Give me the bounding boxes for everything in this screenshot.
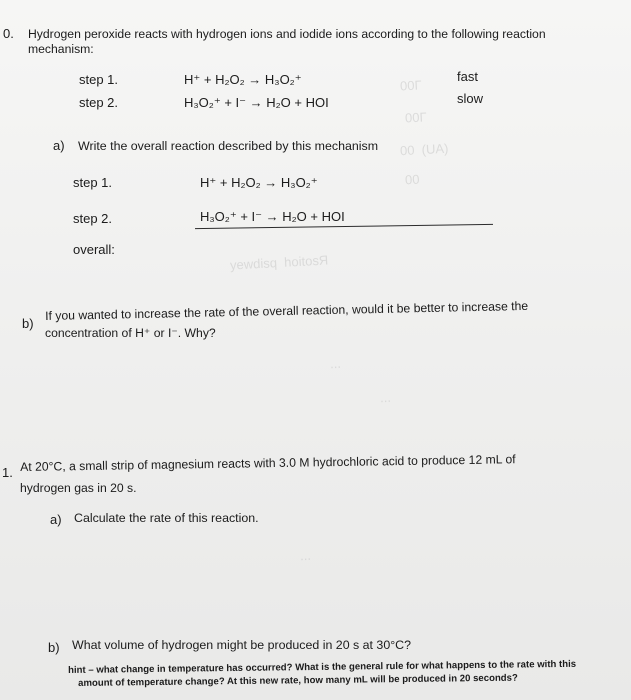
question-number: 0. [3,26,14,41]
question-text: Hydrogen peroxide reacts with hydrogen ions and iodide ions according to the following reaction [28,27,546,41]
show-through-text: 00 (UA) [399,140,449,159]
show-through-text: 00Г [399,77,422,94]
part-text: If you wanted to increase the rate of the overall reaction, would it be better to increase the [45,298,529,323]
show-through-text: ... [329,355,342,372]
part-text: concentration of H⁺ or I⁻. Why? [45,326,216,340]
part-label: a) [50,512,62,527]
mechanism-speed: fast [457,69,478,84]
mechanism-step-label: step 2. [79,95,119,110]
hint-text: hint – what change in temperature has occurred? What is the general rule for what happens to the rate with this [68,658,577,676]
question-number: 1. [2,465,13,480]
mechanism-step-label: step 1. [79,72,119,87]
hint-text: amount of temperature change? At this new rate, how many mL will be produced in 20 seconds? [78,672,518,689]
show-through-text: 00Г [404,109,427,126]
show-through-text: ... [299,547,312,564]
step-reaction: H⁺ + H₂O₂ → H₃O₂⁺ [200,175,318,190]
show-through-text: yewdisq hoitosЯ [229,252,329,273]
part-text: Calculate the rate of this reaction. [74,511,259,525]
show-through-text: ... [379,389,392,406]
part-label: b) [48,640,60,655]
question-text: mechanism: [28,42,94,56]
overall-label: overall: [73,242,115,257]
step-label: step 1. [73,175,113,190]
mechanism-reaction: H₃O₂⁺ + I⁻ → H₂O + HOI [184,95,329,110]
show-through-text: 00 [404,171,420,188]
step-label: step 2. [73,211,113,226]
question-text: At 20°C, a small strip of magnesium reacts with 3.0 M hydrochloric acid to produce 12 mL of [20,452,516,474]
part-label: b) [22,316,34,331]
step-reaction: H₃O₂⁺ + I⁻ → H₂O + HOI [200,209,345,224]
part-label: a) [53,138,65,153]
question-text: hydrogen gas in 20 s. [20,481,137,495]
mechanism-speed: slow [457,91,484,106]
mechanism-reaction: H⁺ + H₂O₂ → H₃O₂⁺ [184,72,302,87]
part-text: What volume of hydrogen might be produced in 20 s at 30°C? [72,638,412,652]
part-text: Write the overall reaction described by this mechanism [78,139,379,153]
